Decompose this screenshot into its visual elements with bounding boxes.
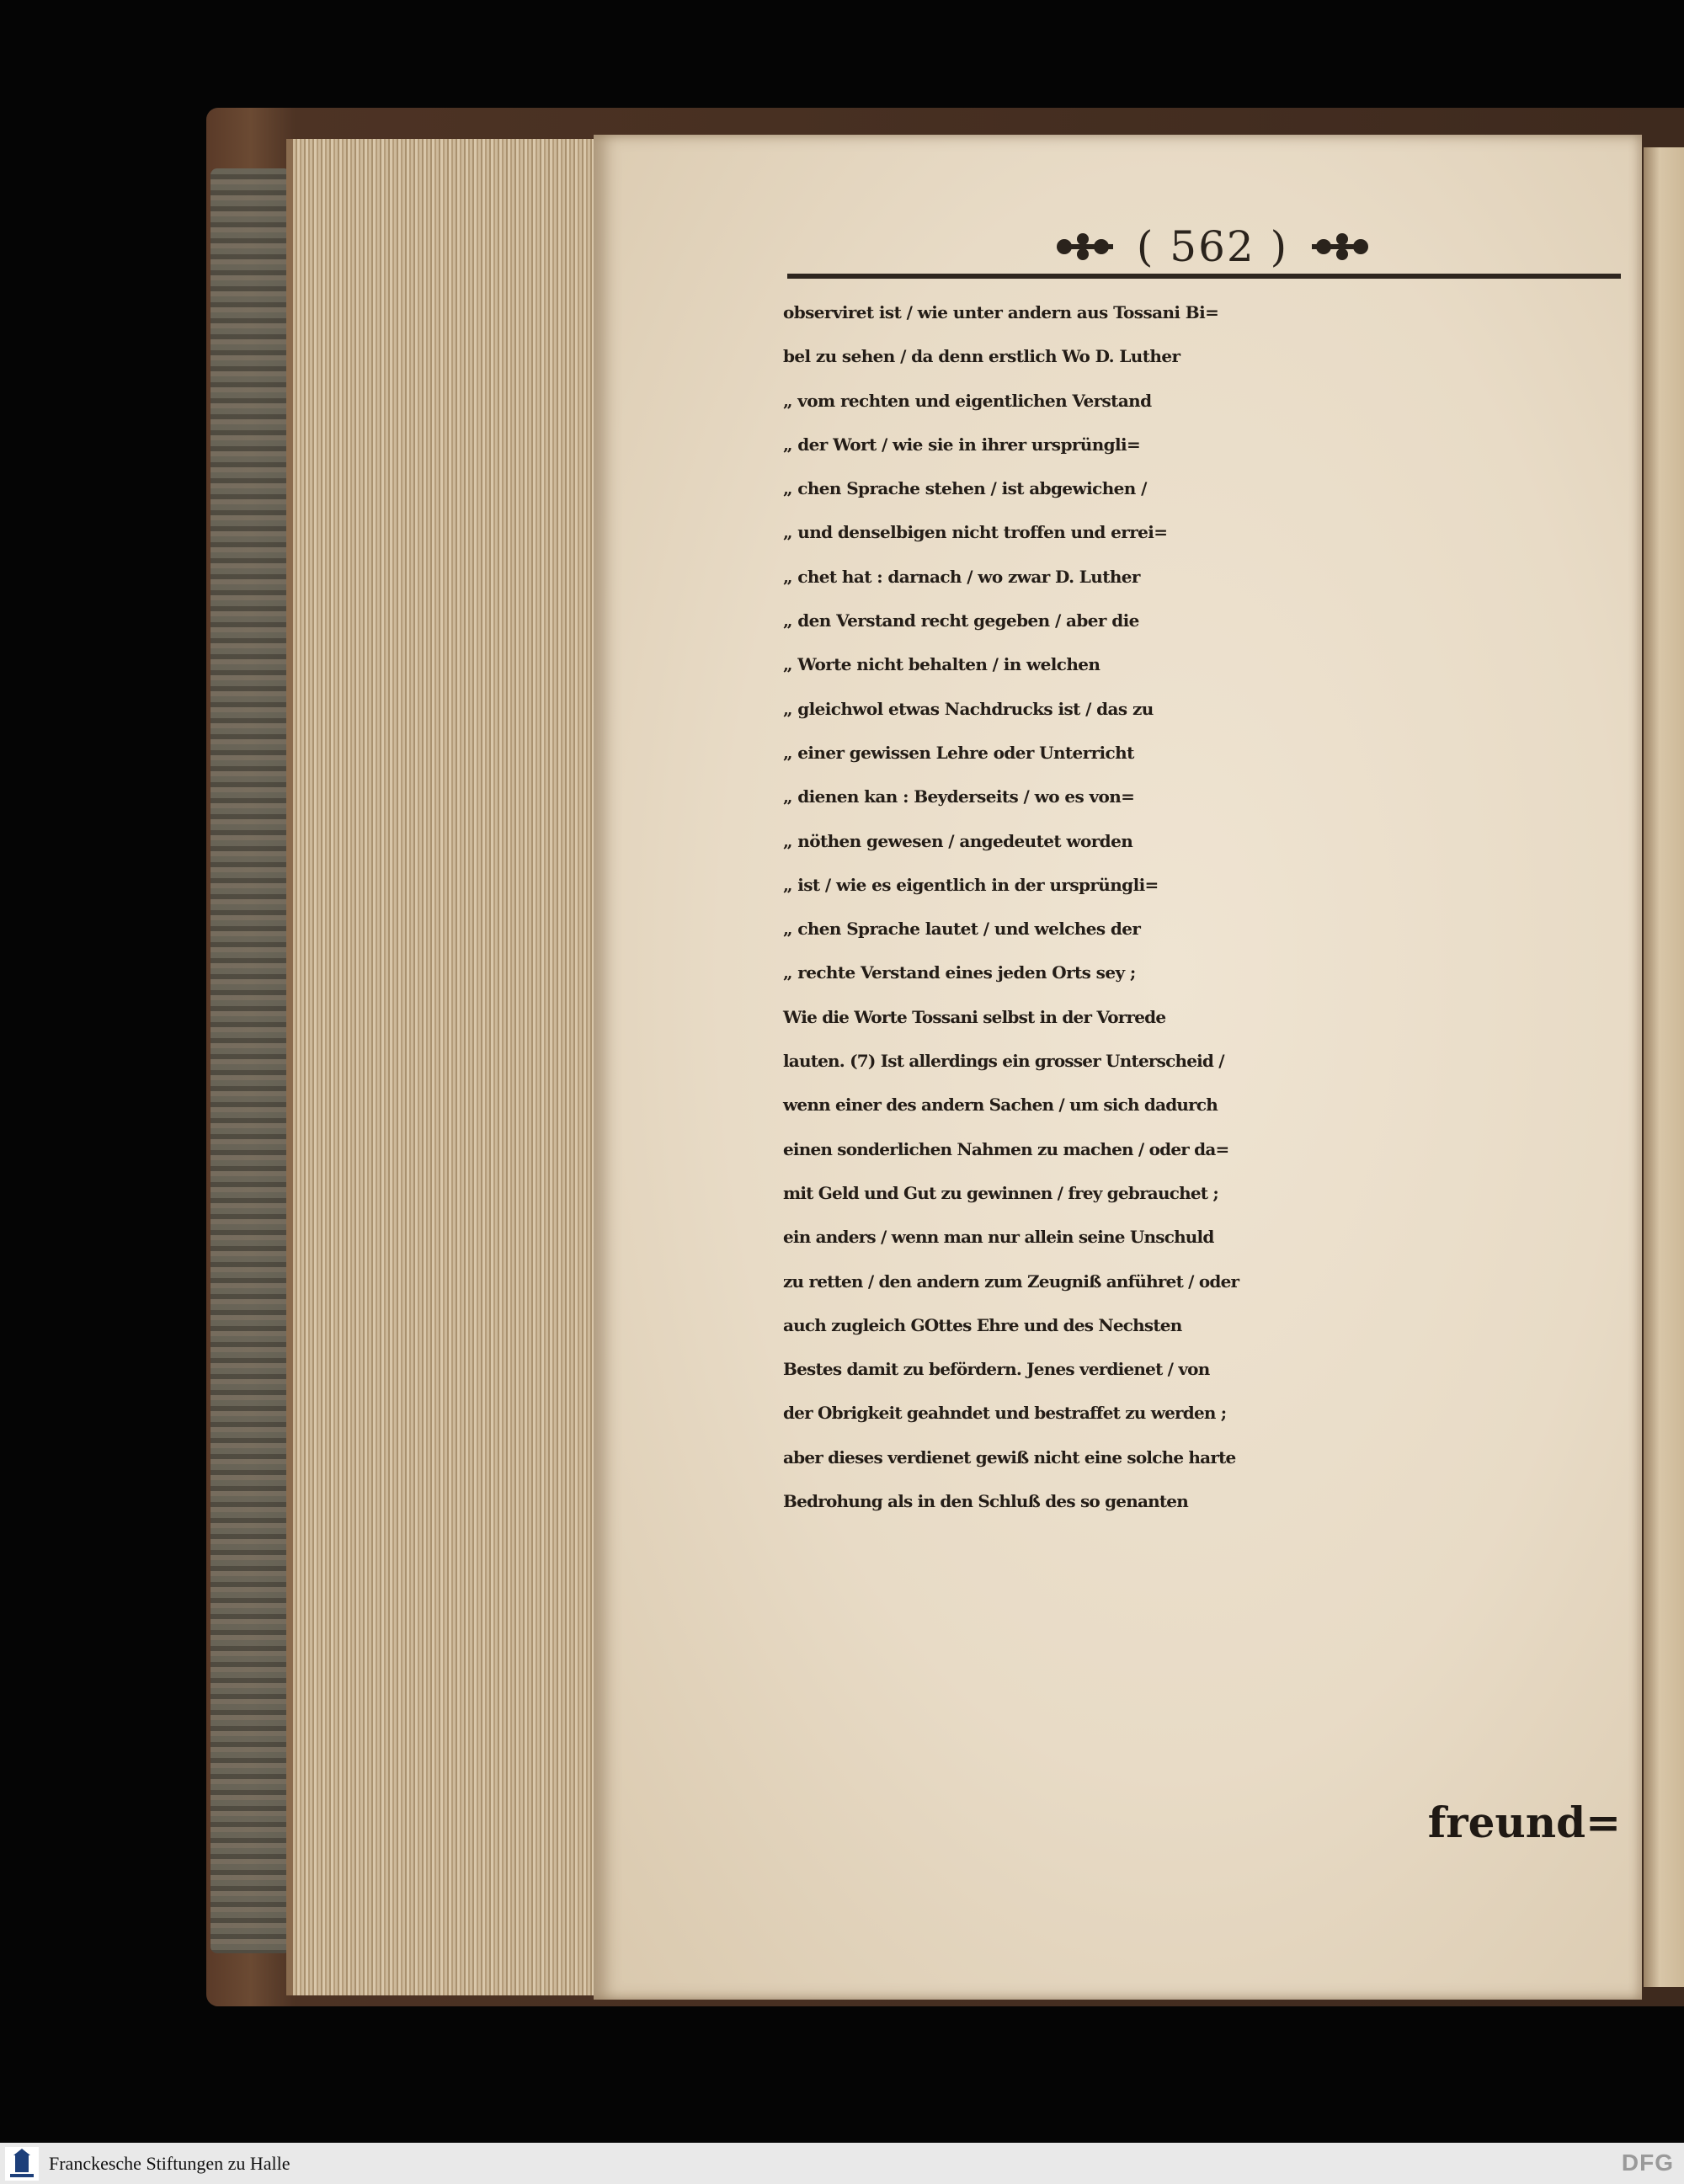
marbled-binding — [210, 168, 290, 1953]
text-line: „ einer gewissen Lehre oder Unterricht — [783, 742, 1134, 763]
text-line: „ Worte nicht behalten / in welchen — [783, 654, 1100, 675]
text-line: wenn einer des andern Sachen / um sich dadurch — [783, 1095, 1218, 1116]
body-text — [783, 290, 1621, 1523]
text-line: „ den Verstand recht gegeben / aber die — [783, 610, 1139, 631]
text-line: „ chen Sprache stehen / ist abgewichen / — [783, 478, 1147, 499]
text-line: „ dienen kan : Beyderseits / wo es von= — [783, 786, 1135, 807]
left-ornament-icon — [1052, 227, 1118, 266]
text-line: „ der Wort / wie sie in ihrer ursprüngli= — [783, 434, 1141, 455]
text-line: einen sonderlichen Nahmen zu machen / oder da= — [783, 1138, 1229, 1159]
text-line: lauten. (7) Ist allerdings ein grosser Unterscheid / — [783, 1051, 1224, 1072]
text-line: mit Geld und Gut zu gewinnen / frey gebrauchet ; — [783, 1182, 1218, 1203]
page-header — [1036, 221, 1389, 273]
text-line: „ nöthen gewesen / angedeutet worden — [783, 830, 1133, 851]
text-line: „ vom rechten und eigentlichen Verstand — [783, 390, 1152, 411]
text-line: Wie die Worte Tossani selbst in der Vorrede — [783, 1006, 1166, 1027]
text-line: bel zu sehen / da denn erstlich Wo D. Luther — [783, 346, 1180, 367]
text-line: „ gleichwol etwas Nachdrucks ist / das zu — [783, 698, 1154, 719]
text-line: ein anders / wenn man nur allein seine Unschuld — [783, 1227, 1214, 1248]
text-line: observiret ist / wie unter andern aus Tossani Bi= — [783, 302, 1219, 322]
page-number: ( 562 ) — [1136, 222, 1289, 271]
facing-page-edge — [1644, 147, 1684, 1987]
text-line: aber dieses verdienet gewiß nicht eine solche harte — [783, 1446, 1236, 1468]
footer-bar — [0, 2143, 1684, 2184]
page-edges — [286, 139, 605, 1995]
header-rule — [787, 274, 1621, 279]
text-line: „ rechte Verstand eines jeden Orts sey ; — [783, 962, 1136, 983]
text-line: „ chen Sprache lautet / und welches der — [783, 919, 1141, 940]
text-line: „ und denselbigen nicht troffen und errei= — [783, 522, 1168, 543]
text-line: „ chet hat : darnach / wo zwar D. Luther — [783, 566, 1140, 587]
text-line: auch zugleich GOttes Ehre und des Nechsten — [783, 1314, 1182, 1335]
text-line: zu retten / den andern zum Zeugniß anführet / oder — [783, 1270, 1239, 1292]
catchword: freund= — [1427, 1798, 1621, 1847]
dfg-badge: DFG — [1621, 2149, 1674, 2176]
text-line: Bedrohung als in den Schluß des so genanten — [783, 1491, 1188, 1512]
text-line: „ ist / wie es eigentlich in der ursprüngli= — [783, 874, 1159, 895]
institution-name: Franckesche Stiftungen zu Halle — [49, 2153, 290, 2174]
institution-logo-icon — [5, 2147, 39, 2181]
right-ornament-icon — [1307, 227, 1372, 266]
text-line: Bestes damit zu befördern. Jenes verdienet / von — [783, 1359, 1210, 1380]
text-line: der Obrigkeit geahndet und bestraffet zu werden ; — [783, 1403, 1227, 1424]
